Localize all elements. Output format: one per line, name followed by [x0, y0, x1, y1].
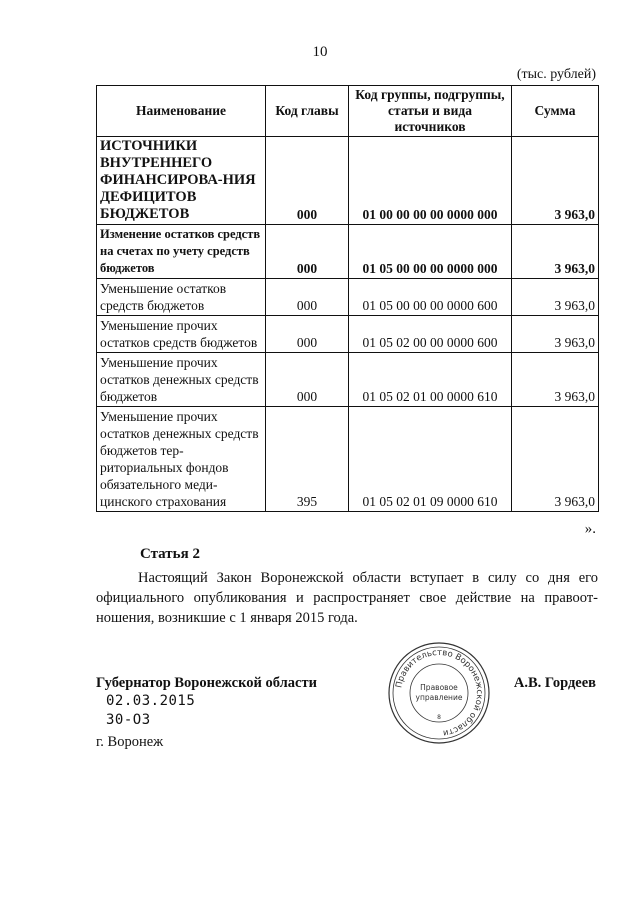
row-name: Уменьшение прочих остатков средств бюджетов — [97, 316, 266, 353]
row-code: 01 05 02 01 09 0000 610 — [349, 407, 512, 512]
table-row — [97, 279, 599, 316]
city: г. Воронеж — [96, 734, 164, 750]
row-chapter: 000 — [266, 353, 349, 407]
row-name: Уменьшение прочих остатков денежных средств бюджетов тер-риториальных фондов обязательного меди-цинского страхования — [97, 407, 266, 512]
registration-date: 02.03.2015 — [106, 693, 196, 709]
row-code: 01 05 02 01 00 0000 610 — [349, 353, 512, 407]
row-code: 01 05 00 00 00 0000 600 — [349, 279, 512, 316]
table-closing-quote: ». — [584, 521, 596, 537]
table-row — [97, 225, 599, 279]
page-number: 10 — [312, 44, 328, 60]
article-title: Статья 2 — [140, 546, 200, 562]
row-sum: 3 963,0 — [512, 137, 599, 225]
row-name: Уменьшение прочих остатков денежных средств бюджетов — [97, 353, 266, 407]
row-sum: 3 963,0 — [512, 316, 599, 353]
governor-title: Губернатор Воронежской области — [96, 675, 317, 691]
header-sum: Сумма — [512, 86, 599, 137]
article-body: Настоящий Закон Воронежской области вступает в силу со дня его официального опубликования и распространяет свое действие на правоот-ношения, возникшие с 1 января 2015 года. — [96, 570, 598, 626]
table-row — [97, 407, 599, 512]
seal-outer-text: Правительство Воронежской области — [394, 647, 485, 738]
row-code: 01 05 02 00 00 0000 600 — [349, 316, 512, 353]
table-row — [97, 137, 599, 225]
row-chapter: 395 — [266, 407, 349, 512]
units-label: (тыс. рублей) — [516, 67, 596, 82]
seal-inner-line2: управление — [415, 693, 463, 702]
seal-stamp-icon — [386, 640, 492, 746]
row-code: 01 00 00 00 00 0000 000 — [349, 137, 512, 225]
row-sum: 3 963,0 — [512, 353, 599, 407]
table-header-row — [97, 86, 599, 137]
registration-number: 30-ОЗ — [106, 712, 151, 728]
header-name: Наименование — [97, 86, 266, 137]
row-chapter: 000 — [266, 316, 349, 353]
row-sum: 3 963,0 — [512, 407, 599, 512]
header-chapter: Код главы — [266, 86, 349, 137]
row-chapter: 000 — [266, 225, 349, 279]
table-row — [97, 316, 599, 353]
row-chapter: 000 — [266, 279, 349, 316]
table-row — [97, 353, 599, 407]
header-code: Код группы, подгруппы, статьи и вида источников — [349, 86, 512, 137]
row-name: Изменение остатков средств на счетах по учету средств бюджетов — [97, 225, 266, 279]
seal-inner-line1: Правовое — [420, 683, 458, 692]
row-name: ИСТОЧНИКИ ВНУТРЕННЕГО ФИНАНСИРОВА-НИЯ ДЕФИЦИТОВ БЮДЖЕТОВ — [97, 137, 266, 225]
governor-name: А.В. Гордеев — [513, 675, 596, 691]
seal-number: 8 — [437, 714, 441, 721]
row-chapter: 000 — [266, 137, 349, 225]
sources-table — [96, 85, 599, 512]
row-sum: 3 963,0 — [512, 279, 599, 316]
row-name: Уменьшение остатков средств бюджетов — [97, 279, 266, 316]
row-code: 01 05 00 00 00 0000 000 — [349, 225, 512, 279]
row-sum: 3 963,0 — [512, 225, 599, 279]
